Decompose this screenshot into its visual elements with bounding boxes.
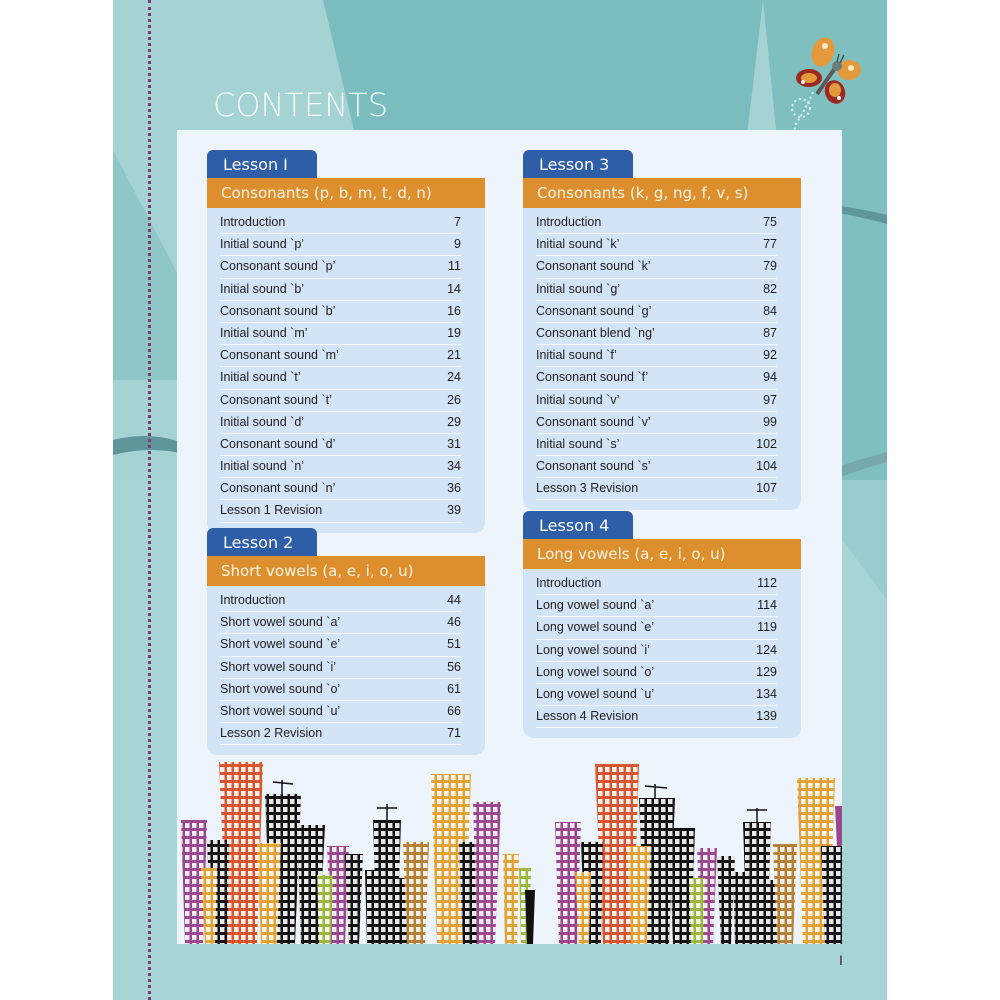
book-page <box>113 0 887 1000</box>
entry-label: Consonant sound `p’ <box>220 259 336 274</box>
lesson-2-tab: Lesson 2 <box>207 528 317 556</box>
toc-entry[interactable] <box>220 500 461 522</box>
lesson-4-section <box>523 511 801 738</box>
toc-entry[interactable] <box>536 390 777 412</box>
page-number: I <box>839 952 843 968</box>
entry-label: Initial sound `b’ <box>220 281 305 296</box>
toc-entry[interactable] <box>536 617 777 639</box>
lesson-3-section <box>523 150 801 510</box>
entry-label: Introduction <box>536 215 602 229</box>
entry-label: Short vowel sound `i’ <box>220 659 337 674</box>
lesson-1-list <box>207 208 485 533</box>
entry-page: 92 <box>763 348 777 363</box>
toc-entry[interactable] <box>536 367 777 389</box>
entry-page: 31 <box>447 436 461 451</box>
toc-entry[interactable] <box>220 456 461 478</box>
entry-label: Short vowel sound `u’ <box>220 703 341 718</box>
lesson-4-heading: Long vowels (a, e, i, o, u) <box>523 539 801 569</box>
toc-entry[interactable] <box>220 301 461 323</box>
entry-page: 107 <box>756 481 777 496</box>
toc-entry[interactable] <box>536 478 777 500</box>
entry-page: 36 <box>447 481 461 496</box>
entry-label: Initial sound `g’ <box>536 281 621 296</box>
entry-label: Initial sound `v’ <box>536 392 620 407</box>
entry-page: 94 <box>763 370 777 385</box>
toc-entry[interactable] <box>536 279 777 301</box>
entry-label: Lesson 1 Revision <box>220 503 323 518</box>
toc-entry[interactable] <box>220 367 461 389</box>
entry-page: 39 <box>447 503 461 518</box>
entry-page: 29 <box>447 414 461 429</box>
lesson-3-heading: Consonants (k, g, ng, f, v, s) <box>523 178 801 208</box>
entry-label: Initial sound `k’ <box>536 237 620 252</box>
toc-entry[interactable] <box>536 256 777 278</box>
lesson-2-heading: Short vowels (a, e, i, o, u) <box>207 556 485 586</box>
lesson-4-tab: Lesson 4 <box>523 511 633 539</box>
entry-page: 102 <box>756 436 777 451</box>
entry-label: Consonant sound `s’ <box>536 459 651 474</box>
entry-page: 71 <box>447 726 461 741</box>
entry-page: 61 <box>447 681 461 696</box>
dotted-spine-line <box>148 0 151 1000</box>
toc-entry[interactable] <box>220 634 461 656</box>
toc-entry[interactable] <box>536 434 777 456</box>
lesson-1-section <box>207 150 485 533</box>
entry-label: Lesson 3 Revision <box>536 481 639 496</box>
toc-entry[interactable] <box>220 590 461 612</box>
toc-entry[interactable] <box>220 412 461 434</box>
toc-entry[interactable] <box>536 234 777 256</box>
entry-label: Consonant sound `t’ <box>220 392 332 407</box>
entry-label: Short vowel sound `e’ <box>220 637 341 652</box>
entry-page: 124 <box>756 642 777 657</box>
entry-label: Long vowel sound `u’ <box>536 686 655 701</box>
entry-page: 75 <box>763 215 777 229</box>
entry-page: 99 <box>763 414 777 429</box>
toc-entry[interactable] <box>536 412 777 434</box>
entry-label: Consonant sound `v’ <box>536 414 651 429</box>
entry-page: 56 <box>447 659 461 674</box>
toc-entry[interactable] <box>220 323 461 345</box>
entry-label: Long vowel sound `e’ <box>536 620 655 635</box>
entry-label: Initial sound `t’ <box>220 370 301 385</box>
entry-page: 26 <box>447 392 461 407</box>
toc-entry[interactable] <box>536 640 777 662</box>
entry-label: Consonant sound `f’ <box>536 370 649 385</box>
entry-page: 14 <box>447 281 461 296</box>
entry-page: 139 <box>756 709 777 724</box>
toc-entry[interactable] <box>536 662 777 684</box>
entry-page: 9 <box>454 237 461 252</box>
toc-entry[interactable] <box>220 657 461 679</box>
toc-entry[interactable] <box>220 234 461 256</box>
entry-label: Lesson 2 Revision <box>220 726 323 741</box>
entry-page: 97 <box>763 392 777 407</box>
entry-page: 112 <box>757 576 777 590</box>
entry-label: Initial sound `d’ <box>220 414 305 429</box>
toc-entry[interactable] <box>220 212 461 234</box>
entry-page: 16 <box>447 303 461 318</box>
entry-label: Introduction <box>536 576 602 590</box>
entry-page: 21 <box>447 348 461 363</box>
entry-page: 84 <box>763 303 777 318</box>
entry-page: 11 <box>448 259 461 274</box>
toc-entry[interactable] <box>220 434 461 456</box>
entry-page: 134 <box>756 686 777 701</box>
toc-entry[interactable] <box>220 679 461 701</box>
entry-label: Consonant sound `n’ <box>220 481 336 496</box>
toc-entry[interactable] <box>536 456 777 478</box>
entry-page: 51 <box>447 637 461 652</box>
entry-label: Long vowel sound `o’ <box>536 664 655 679</box>
entry-page: 77 <box>763 237 777 252</box>
toc-entry[interactable] <box>220 478 461 500</box>
lesson-2-section <box>207 528 485 755</box>
entry-label: Introduction <box>220 593 286 607</box>
city-skyline-icon <box>177 750 842 944</box>
entry-label: Consonant sound `d’ <box>220 436 336 451</box>
entry-label: Consonant sound `m’ <box>220 348 339 363</box>
entry-page: 119 <box>757 620 777 635</box>
toc-entry[interactable] <box>220 345 461 367</box>
entry-page: 66 <box>447 703 461 718</box>
entry-label: Short vowel sound `o’ <box>220 681 341 696</box>
entry-page: 82 <box>763 281 777 296</box>
toc-entry[interactable] <box>536 573 777 595</box>
lesson-1-heading: Consonants (p, b, m, t, d, n) <box>207 178 485 208</box>
entry-label: Consonant sound `k’ <box>536 259 651 274</box>
entry-label: Consonant sound `g’ <box>536 303 652 318</box>
entry-page: 129 <box>756 664 777 679</box>
entry-page: 7 <box>454 215 461 229</box>
toc-entry[interactable] <box>220 256 461 278</box>
page-title: CONTENTS <box>213 86 389 124</box>
entry-label: Lesson 4 Revision <box>536 709 639 724</box>
entry-label: Long vowel sound `i’ <box>536 642 650 657</box>
toc-entry[interactable] <box>536 595 777 617</box>
entry-page: 79 <box>763 259 777 274</box>
entry-label: Initial sound `p’ <box>220 237 305 252</box>
entry-page: 87 <box>763 325 777 340</box>
entry-label: Short vowel sound `a’ <box>220 615 341 630</box>
toc-entry[interactable] <box>220 723 461 745</box>
entry-label: Consonant sound `b’ <box>220 303 336 318</box>
toc-entry[interactable] <box>536 323 777 345</box>
butterfly-icon <box>783 22 873 142</box>
toc-entry[interactable] <box>220 701 461 723</box>
toc-entry[interactable] <box>536 301 777 323</box>
toc-entry[interactable] <box>220 612 461 634</box>
toc-entry[interactable] <box>536 706 777 728</box>
entry-page: 24 <box>447 370 461 385</box>
lesson-3-list <box>523 208 801 510</box>
entry-page: 104 <box>756 459 777 474</box>
entry-label: Initial sound `m’ <box>220 325 308 340</box>
lesson-4-list <box>523 569 801 738</box>
lesson-2-list <box>207 586 485 755</box>
toc-entry[interactable] <box>220 279 461 301</box>
lesson-3-tab: Lesson 3 <box>523 150 633 178</box>
entry-label: Initial sound `f’ <box>536 348 617 363</box>
entry-label: Introduction <box>220 215 286 229</box>
lesson-1-tab: Lesson I <box>207 150 317 178</box>
entry-page: 44 <box>447 593 461 607</box>
entry-page: 46 <box>447 615 461 630</box>
entry-page: 34 <box>447 459 461 474</box>
entry-page: 19 <box>447 325 461 340</box>
toc-entry[interactable] <box>220 390 461 412</box>
toc-entry[interactable] <box>536 345 777 367</box>
toc-entry[interactable] <box>536 684 777 706</box>
entry-label: Consonant blend `ng’ <box>536 325 655 340</box>
entry-label: Long vowel sound `a’ <box>536 598 655 613</box>
entry-label: Initial sound `n’ <box>220 459 305 474</box>
entry-page: 114 <box>757 598 777 613</box>
toc-entry[interactable] <box>536 212 777 234</box>
entry-label: Initial sound `s’ <box>536 436 620 451</box>
